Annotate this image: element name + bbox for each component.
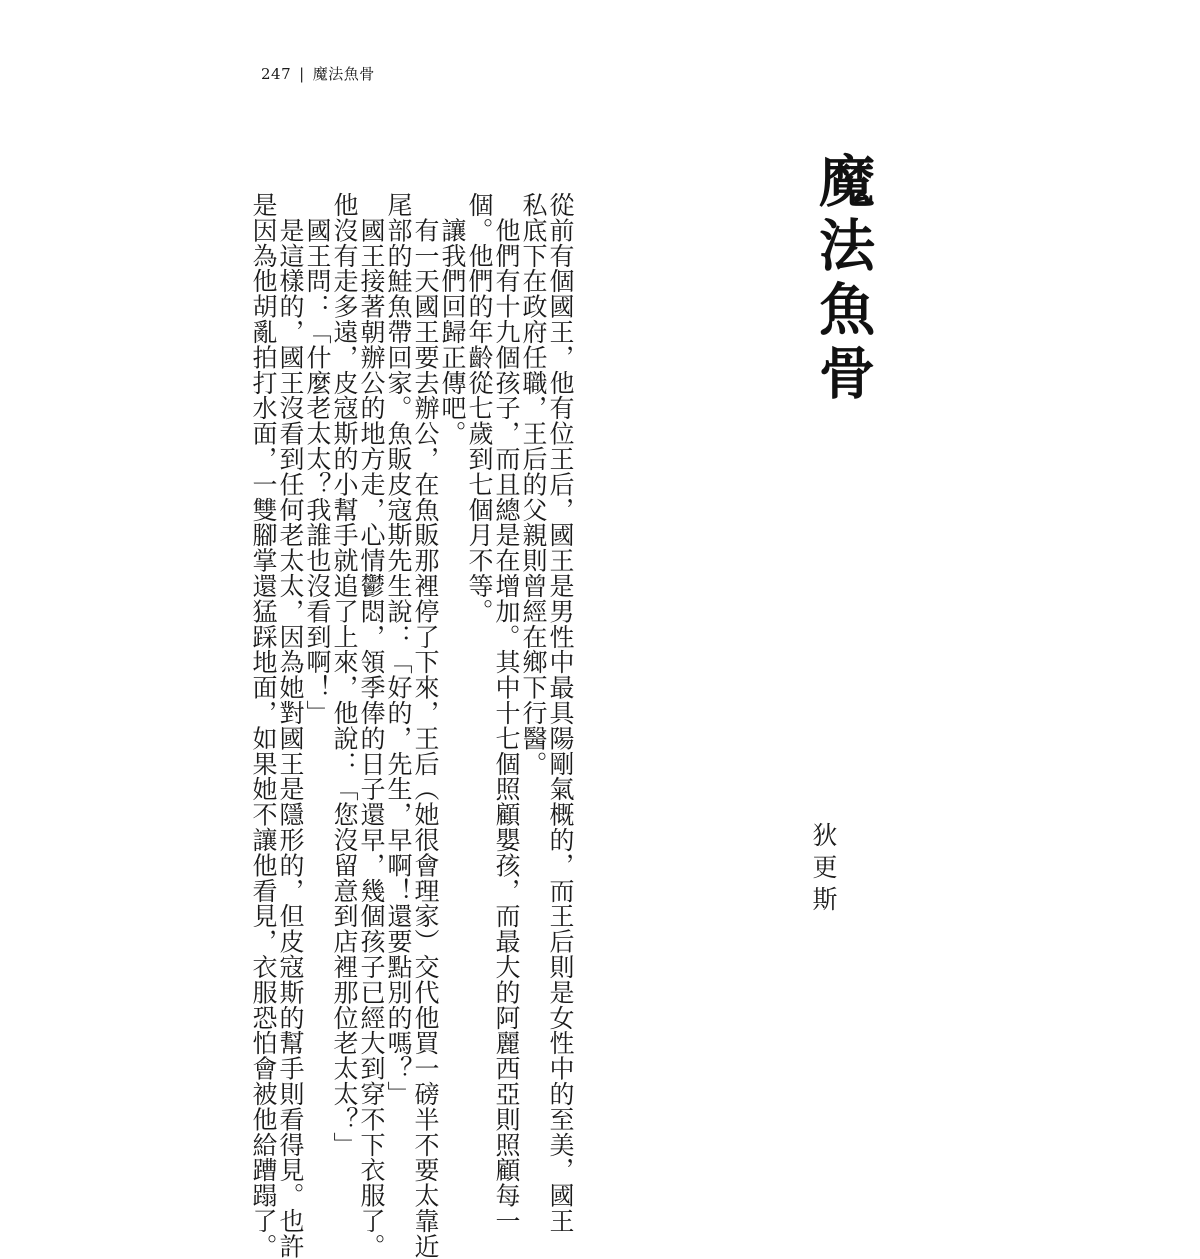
story-author: 狄更斯	[809, 822, 838, 918]
body-column-2: 私底下在政府任職，王后的父親則曾經在鄉下行醫。	[519, 192, 548, 777]
body-column-10: 國王問：「什麼老太太？我誰也沒看到啊！」	[303, 192, 332, 726]
running-header	[261, 64, 375, 84]
body-column-11: 是這樣的，國王沒看到任何老太太，因為她對國王是隱形的，但皮寇斯的幫手則看得見。也許	[276, 192, 305, 1259]
body-column-4: 個。他們的年齡從七歲到七個月不等。	[465, 192, 494, 624]
body-column-3: 他們有十九個孩子，而且總是在增加。其中十七個照顧嬰孩，而最大的阿麗西亞則照顧每一	[492, 192, 521, 1234]
body-column-9: 他沒有走多遠，皮寇斯的小幫手就追了上來，他說：「您沒留意到店裡那位老太太？」	[330, 192, 359, 1158]
header-separator: |	[299, 65, 305, 83]
body-column-6: 有一天國王要去辦公，在魚販那裡停了下來，王后（她很會理家）交代他買一磅半不要太靠近	[411, 192, 440, 1259]
body-column-1: 從前有個國王，他有位王后，國王是男性中最具陽剛氣概的，而王后則是女性中的至美，國王	[546, 192, 575, 1234]
running-title: 魔法魚骨	[312, 65, 375, 83]
body-column-8: 國王接著朝辦公的地方走，心情鬱悶，領季俸的日子還早，幾個孩子已經大到穿不下衣服了。	[357, 192, 386, 1259]
story-title: 魔法魚骨	[810, 152, 876, 408]
body-column-7: 尾部的鮭魚帶回家。魚販皮寇斯先生說：「好的，先生，早啊！還要點別的嗎？」	[384, 192, 413, 1107]
body-column-5: 讓我們回歸正傳吧。	[438, 192, 467, 446]
body-column-12: 是因為他胡亂拍打水面，一雙腳掌還猛踩地面，如果她不讓他看見，衣服恐怕會被他給蹧蹋了。	[249, 192, 278, 1259]
page-number: 247	[261, 65, 292, 83]
